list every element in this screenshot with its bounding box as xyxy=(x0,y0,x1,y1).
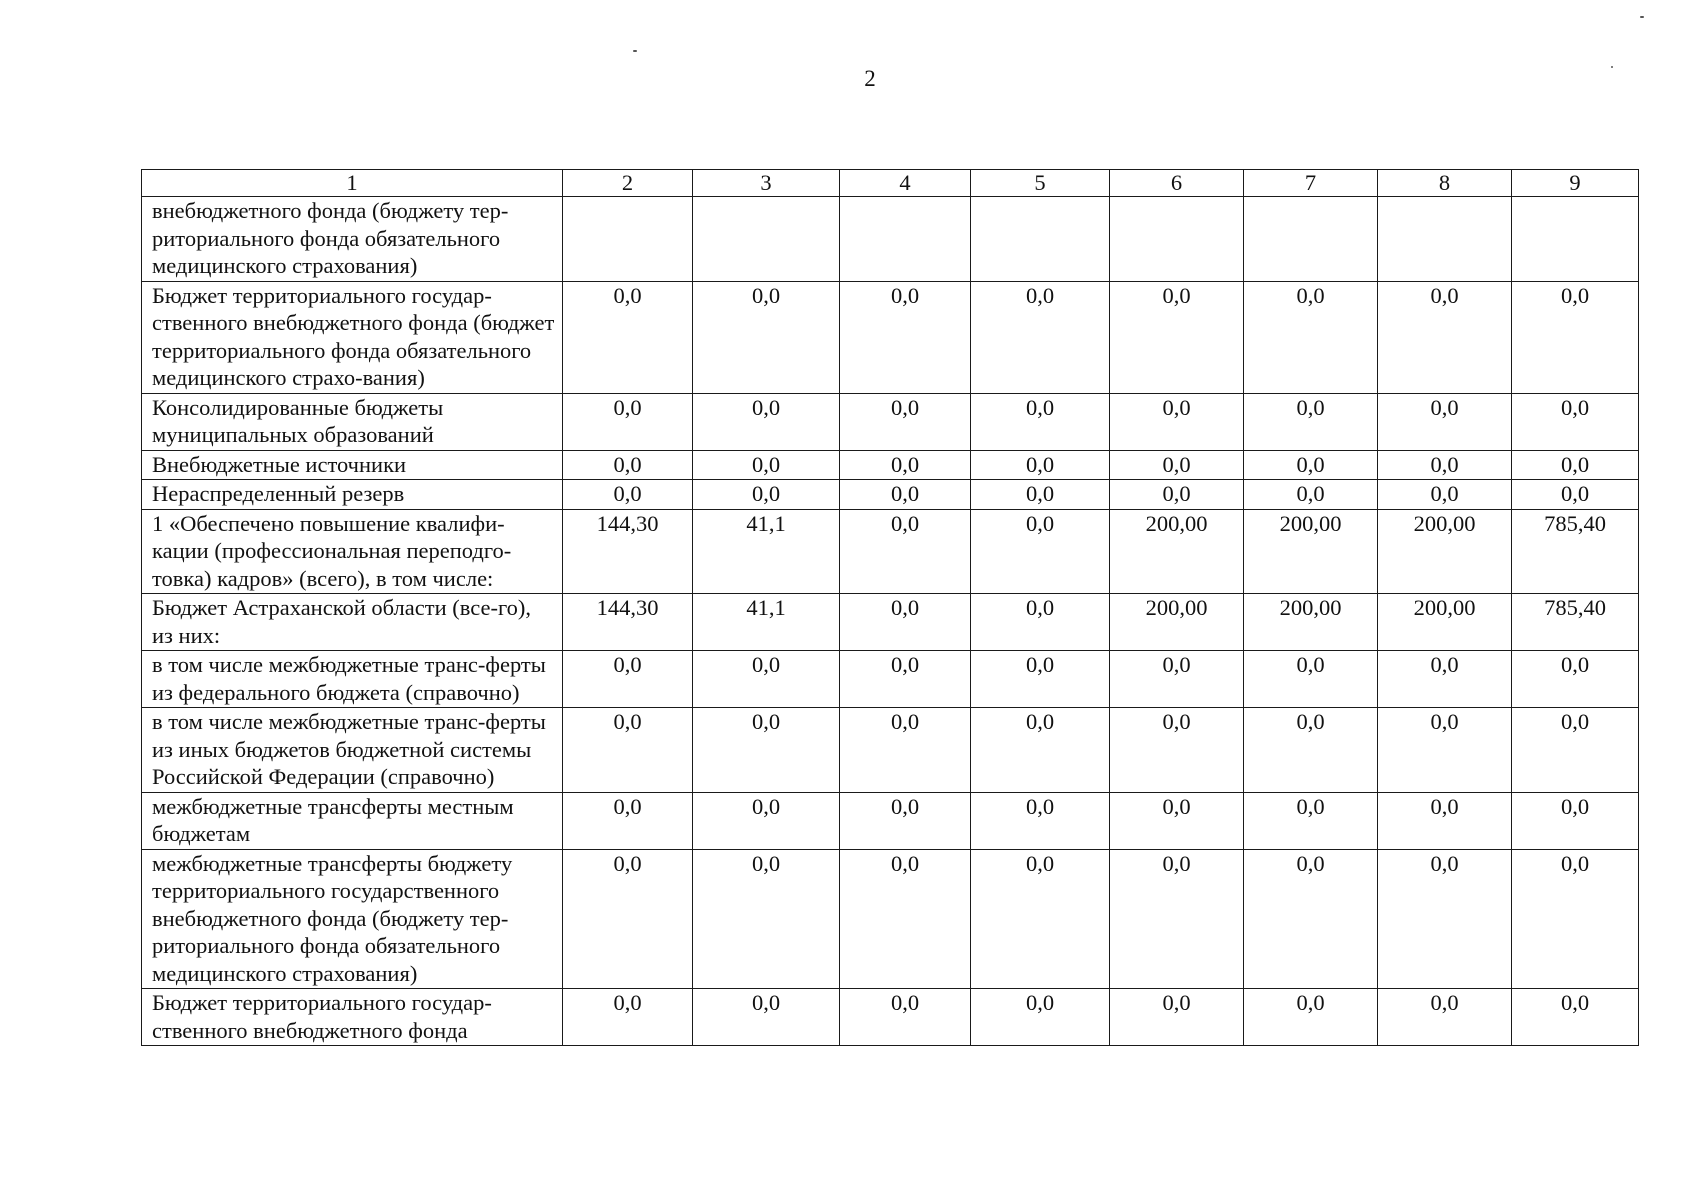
column-header: 9 xyxy=(1512,170,1639,197)
value-cell: 0,0 xyxy=(1512,393,1639,450)
value-cell: 0,0 xyxy=(971,509,1110,594)
table-row xyxy=(142,989,1639,1046)
column-header: 8 xyxy=(1378,170,1512,197)
value-cell: 0,0 xyxy=(971,594,1110,651)
value-cell: 0,0 xyxy=(840,792,971,849)
scan-speck xyxy=(1611,66,1613,68)
scan-speck xyxy=(1640,16,1644,18)
row-label: Внебюджетные источники xyxy=(142,450,563,480)
value-cell: 0,0 xyxy=(1244,651,1378,708)
column-header: 1 xyxy=(142,170,563,197)
row-label: межбюджетные трансферты бюджету территориального государственного внебюджетного фонда (бюджету тер-риториального фонда обязательного медицинского страхования) xyxy=(142,849,563,989)
value-cell: 0,0 xyxy=(563,792,693,849)
value-cell: 0,0 xyxy=(1244,792,1378,849)
value-cell: 0,0 xyxy=(1512,281,1639,393)
value-cell: 0,0 xyxy=(840,849,971,989)
value-cell: 0,0 xyxy=(1244,393,1378,450)
column-header: 3 xyxy=(693,170,840,197)
value-cell: 0,0 xyxy=(693,393,840,450)
row-label: Консолидированные бюджеты муниципальных образований xyxy=(142,393,563,450)
value-cell: 0,0 xyxy=(1512,792,1639,849)
value-cell xyxy=(563,197,693,282)
value-cell: 0,0 xyxy=(840,281,971,393)
value-cell: 0,0 xyxy=(693,651,840,708)
header-row xyxy=(142,170,1639,197)
value-cell: 0,0 xyxy=(1378,849,1512,989)
value-cell: 200,00 xyxy=(1244,509,1378,594)
column-header: 7 xyxy=(1244,170,1378,197)
value-cell: 0,0 xyxy=(971,480,1110,510)
value-cell: 0,0 xyxy=(563,651,693,708)
value-cell: 0,0 xyxy=(1244,849,1378,989)
value-cell: 0,0 xyxy=(840,594,971,651)
value-cell: 0,0 xyxy=(1512,849,1639,989)
value-cell: 0,0 xyxy=(1378,393,1512,450)
value-cell: 0,0 xyxy=(971,450,1110,480)
value-cell: 0,0 xyxy=(1512,708,1639,793)
table-body xyxy=(142,197,1639,1046)
value-cell: 0,0 xyxy=(1378,989,1512,1046)
value-cell: 200,00 xyxy=(1110,509,1244,594)
value-cell: 0,0 xyxy=(1110,450,1244,480)
value-cell: 41,1 xyxy=(693,594,840,651)
value-cell: 0,0 xyxy=(971,281,1110,393)
row-label: 1 «Обеспечено повышение квалифи-кации (профессиональная переподго-товка) кадров» (всего), в том числе: xyxy=(142,509,563,594)
value-cell: 0,0 xyxy=(693,450,840,480)
value-cell: 0,0 xyxy=(1512,989,1639,1046)
value-cell: 0,0 xyxy=(1512,450,1639,480)
value-cell xyxy=(1244,197,1378,282)
column-header: 6 xyxy=(1110,170,1244,197)
table-row xyxy=(142,792,1639,849)
row-label: Нераспределенный резерв xyxy=(142,480,563,510)
value-cell: 200,00 xyxy=(1378,594,1512,651)
value-cell: 200,00 xyxy=(1244,594,1378,651)
value-cell: 0,0 xyxy=(1110,708,1244,793)
column-header: 5 xyxy=(971,170,1110,197)
value-cell: 0,0 xyxy=(840,509,971,594)
value-cell: 0,0 xyxy=(1110,849,1244,989)
value-cell: 0,0 xyxy=(1110,792,1244,849)
value-cell: 144,30 xyxy=(563,594,693,651)
value-cell: 0,0 xyxy=(1110,651,1244,708)
value-cell xyxy=(1378,197,1512,282)
value-cell: 785,40 xyxy=(1512,509,1639,594)
value-cell: 0,0 xyxy=(563,450,693,480)
table-row xyxy=(142,509,1639,594)
value-cell: 0,0 xyxy=(1110,480,1244,510)
row-label: Бюджет территориального государ-ственного внебюджетного фонда (бюджет территориального фонда обязательного медицинского страхо-вания) xyxy=(142,281,563,393)
table-row xyxy=(142,480,1639,510)
value-cell: 0,0 xyxy=(563,281,693,393)
row-label: Бюджет территориального государ-ственного внебюджетного фонда xyxy=(142,989,563,1046)
value-cell xyxy=(1110,197,1244,282)
value-cell: 0,0 xyxy=(840,393,971,450)
budget-table xyxy=(141,169,1639,1046)
value-cell xyxy=(693,197,840,282)
table-row xyxy=(142,849,1639,989)
value-cell xyxy=(1512,197,1639,282)
value-cell: 0,0 xyxy=(840,708,971,793)
value-cell: 0,0 xyxy=(693,849,840,989)
value-cell: 0,0 xyxy=(1378,792,1512,849)
value-cell: 0,0 xyxy=(1512,651,1639,708)
value-cell: 0,0 xyxy=(563,849,693,989)
value-cell: 0,0 xyxy=(693,480,840,510)
value-cell: 0,0 xyxy=(693,281,840,393)
table-row xyxy=(142,450,1639,480)
value-cell: 0,0 xyxy=(971,393,1110,450)
value-cell: 0,0 xyxy=(971,708,1110,793)
value-cell: 0,0 xyxy=(971,849,1110,989)
value-cell xyxy=(971,197,1110,282)
table-row xyxy=(142,281,1639,393)
value-cell: 0,0 xyxy=(1110,281,1244,393)
page-number: 2 xyxy=(864,66,876,91)
value-cell: 0,0 xyxy=(1244,708,1378,793)
value-cell: 0,0 xyxy=(1110,989,1244,1046)
table-row xyxy=(142,197,1639,282)
value-cell: 0,0 xyxy=(1378,450,1512,480)
value-cell: 200,00 xyxy=(1378,509,1512,594)
value-cell: 0,0 xyxy=(693,792,840,849)
value-cell: 200,00 xyxy=(1110,594,1244,651)
table-row xyxy=(142,393,1639,450)
column-header: 2 xyxy=(563,170,693,197)
value-cell: 0,0 xyxy=(563,708,693,793)
row-label: Бюджет Астраханской области (все-го), из них: xyxy=(142,594,563,651)
value-cell: 0,0 xyxy=(693,989,840,1046)
table-header xyxy=(142,170,1639,197)
value-cell: 0,0 xyxy=(971,989,1110,1046)
value-cell: 0,0 xyxy=(563,480,693,510)
value-cell: 0,0 xyxy=(840,450,971,480)
column-header: 4 xyxy=(840,170,971,197)
value-cell: 0,0 xyxy=(1378,708,1512,793)
table-row xyxy=(142,651,1639,708)
value-cell: 0,0 xyxy=(840,651,971,708)
value-cell: 0,0 xyxy=(840,480,971,510)
value-cell: 0,0 xyxy=(563,989,693,1046)
value-cell: 0,0 xyxy=(1244,989,1378,1046)
row-label: в том числе межбюджетные транс-ферты из федерального бюджета (справочно) xyxy=(142,651,563,708)
value-cell: 0,0 xyxy=(1378,651,1512,708)
value-cell: 41,1 xyxy=(693,509,840,594)
value-cell: 0,0 xyxy=(971,792,1110,849)
value-cell: 785,40 xyxy=(1512,594,1639,651)
value-cell: 0,0 xyxy=(1244,450,1378,480)
row-label: межбюджетные трансферты местным бюджетам xyxy=(142,792,563,849)
value-cell: 0,0 xyxy=(1512,480,1639,510)
table-row xyxy=(142,594,1639,651)
value-cell: 0,0 xyxy=(1244,281,1378,393)
scan-speck xyxy=(633,50,637,52)
value-cell: 0,0 xyxy=(1378,480,1512,510)
value-cell: 0,0 xyxy=(1110,393,1244,450)
value-cell: 0,0 xyxy=(563,393,693,450)
value-cell: 0,0 xyxy=(693,708,840,793)
row-label: внебюджетного фонда (бюджету тер-риториального фонда обязательного медицинского страхования) xyxy=(142,197,563,282)
value-cell xyxy=(840,197,971,282)
value-cell: 0,0 xyxy=(840,989,971,1046)
value-cell: 0,0 xyxy=(971,651,1110,708)
value-cell: 0,0 xyxy=(1244,480,1378,510)
value-cell: 144,30 xyxy=(563,509,693,594)
table-row xyxy=(142,708,1639,793)
row-label: в том числе межбюджетные транс-ферты из иных бюджетов бюджетной системы Российской Федерации (справочно) xyxy=(142,708,563,793)
value-cell: 0,0 xyxy=(1378,281,1512,393)
